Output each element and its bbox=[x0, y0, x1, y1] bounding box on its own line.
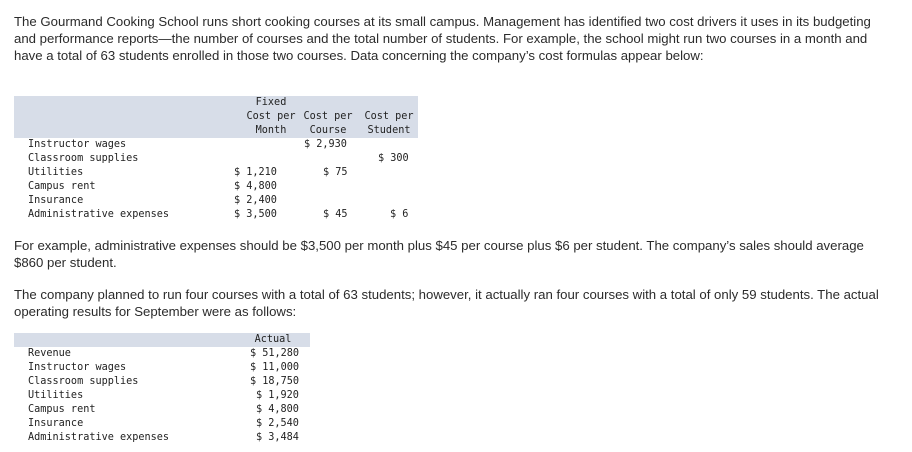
cost-formula-table bbox=[14, 96, 418, 224]
example-paragraph: For example, administrative expenses should be $3,500 per month plus $45 per course plus $6 per student. The company’s sales should average $860 per student. bbox=[14, 238, 864, 270]
intro-paragraph: The Gourmand Cooking School runs short cooking courses at its small campus. Management has identified two cost drivers it uses in its budgeting and performance reports—the number of courses and the total number of students. For example, the school might run two courses in a month and have a total of 63 students enrolled in those two courses. Data concerning the company’s cost formulas appear below: bbox=[14, 14, 871, 63]
cell-fixed: $ 4,800 bbox=[234, 181, 277, 192]
header-fixed-line3: Month bbox=[255, 125, 287, 136]
row-label: Instructor wages bbox=[28, 362, 127, 373]
row-label: Utilities bbox=[28, 390, 84, 401]
cell-fixed: $ 1,210 bbox=[234, 167, 277, 178]
cell-fixed: $ 2,400 bbox=[234, 195, 277, 206]
cell-actual: $ 3,484 bbox=[256, 432, 299, 443]
row-label: Administrative expenses bbox=[28, 209, 170, 220]
row-label: Revenue bbox=[28, 348, 71, 359]
cell-actual: $ 4,800 bbox=[256, 404, 299, 415]
row-label: Instructor wages bbox=[28, 139, 127, 150]
cell-actual: $ 18,750 bbox=[250, 376, 300, 387]
header-fixed-line2: Cost per bbox=[246, 111, 296, 122]
cell-actual: $ 2,540 bbox=[256, 418, 299, 429]
cell-actual: $ 11,000 bbox=[250, 362, 300, 373]
header-fixed-line1: Fixed bbox=[255, 97, 287, 108]
cell-student: $ 300 bbox=[378, 153, 409, 164]
header-student-line2: Student bbox=[367, 125, 411, 136]
header-actual: Actual bbox=[254, 334, 292, 345]
planned-paragraph: The company planned to run four courses with a total of 63 students; however, it actually ran four courses with a total of only 59 students. The actual operating results for September were as follows: bbox=[14, 287, 879, 319]
row-label: Administrative expenses bbox=[28, 432, 170, 443]
header-course-line2: Course bbox=[309, 125, 347, 136]
header-course-line1: Cost per bbox=[303, 111, 353, 122]
row-label: Campus rent bbox=[28, 181, 96, 192]
cell-student: $ 6 bbox=[390, 209, 409, 220]
cell-course: $ 75 bbox=[323, 167, 348, 178]
cell-fixed: $ 3,500 bbox=[234, 209, 277, 220]
cell-actual: $ 1,920 bbox=[256, 390, 299, 401]
actual-results-table bbox=[14, 333, 310, 449]
row-label: Insurance bbox=[28, 195, 84, 206]
row-label: Classroom supplies bbox=[28, 376, 139, 387]
cell-course: $ 2,930 bbox=[304, 139, 347, 150]
cell-course: $ 45 bbox=[323, 209, 348, 220]
row-label: Campus rent bbox=[28, 404, 96, 415]
row-label: Classroom supplies bbox=[28, 153, 139, 164]
header-student-line1: Cost per bbox=[364, 111, 414, 122]
row-label: Insurance bbox=[28, 418, 84, 429]
row-label: Utilities bbox=[28, 167, 84, 178]
cell-actual: $ 51,280 bbox=[250, 348, 300, 359]
